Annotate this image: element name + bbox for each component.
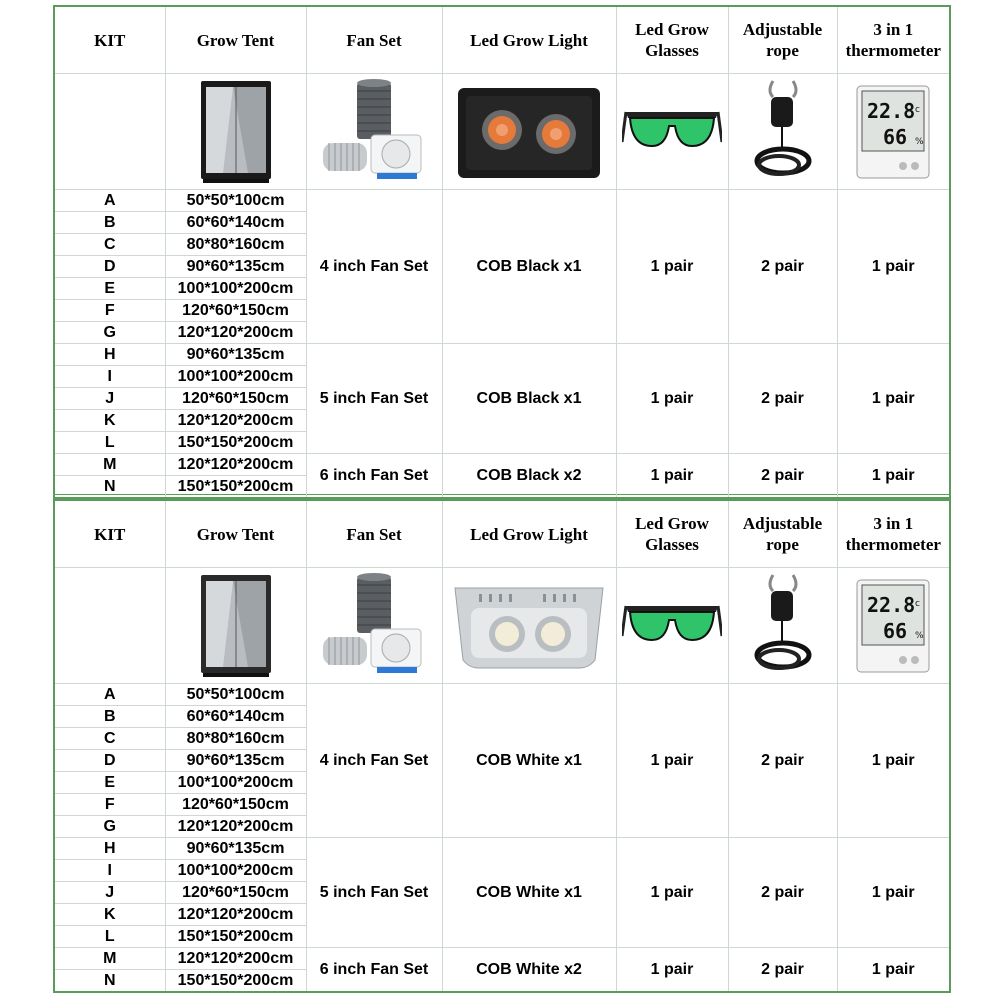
kit-letter: M bbox=[54, 454, 165, 476]
kit-letter: H bbox=[54, 344, 165, 366]
kit-letter: A bbox=[54, 190, 165, 212]
kit-letter: F bbox=[54, 300, 165, 322]
header-fan-set: Fan Set bbox=[306, 500, 442, 568]
fan-set-cell: 5 inch Fan Set bbox=[306, 838, 442, 948]
header-grow-tent: Grow Tent bbox=[165, 500, 306, 568]
fan-set-cell: 6 inch Fan Set bbox=[306, 948, 442, 993]
tent-size: 80*80*160cm bbox=[165, 234, 306, 256]
kit-letter: E bbox=[54, 772, 165, 794]
empty-cell bbox=[54, 568, 165, 684]
kit-letter: E bbox=[54, 278, 165, 300]
kit-letter: N bbox=[54, 970, 165, 993]
kit-letter: J bbox=[54, 882, 165, 904]
image-row bbox=[54, 568, 950, 684]
empty-cell bbox=[54, 74, 165, 190]
glasses-cell: 1 pair bbox=[616, 948, 728, 993]
light-cell: COB Black x1 bbox=[442, 344, 616, 454]
kit-letter: D bbox=[54, 750, 165, 772]
kit-letter: L bbox=[54, 926, 165, 948]
thermometer-cell: 1 pair bbox=[837, 454, 950, 499]
svg-text:%: % bbox=[915, 630, 924, 641]
header-led-grow-glasses: Led Grow Glasses bbox=[616, 6, 728, 74]
header-fan-set: Fan Set bbox=[306, 6, 442, 74]
kit-letter: I bbox=[54, 860, 165, 882]
table-row bbox=[54, 454, 950, 476]
tent-size: 60*60*140cm bbox=[165, 212, 306, 234]
grow-tent-image bbox=[165, 74, 306, 190]
fan-set-cell: 4 inch Fan Set bbox=[306, 190, 442, 344]
kit-letter: C bbox=[54, 234, 165, 256]
glasses-cell: 1 pair bbox=[616, 838, 728, 948]
table-row bbox=[54, 838, 950, 860]
thermometer-cell: 1 pair bbox=[837, 684, 950, 838]
led-grow-light-image bbox=[442, 74, 616, 190]
kit-letter: H bbox=[54, 838, 165, 860]
kit-letter: A bbox=[54, 684, 165, 706]
tent-size: 90*60*135cm bbox=[165, 256, 306, 278]
tent-size: 50*50*100cm bbox=[165, 684, 306, 706]
tent-size: 120*120*200cm bbox=[165, 410, 306, 432]
table-row bbox=[54, 344, 950, 366]
header-thermometer: 3 in 1 thermometer bbox=[837, 500, 950, 568]
tent-size: 80*80*160cm bbox=[165, 728, 306, 750]
light-cell: COB Black x2 bbox=[442, 454, 616, 499]
tent-size: 50*50*100cm bbox=[165, 190, 306, 212]
rope-cell: 2 pair bbox=[728, 344, 837, 454]
rope-image bbox=[728, 568, 837, 684]
fan-set-image bbox=[306, 568, 442, 684]
kit-letter: G bbox=[54, 816, 165, 838]
table-row bbox=[54, 684, 950, 706]
fan-set-cell: 4 inch Fan Set bbox=[306, 684, 442, 838]
svg-text:22.8: 22.8 bbox=[867, 592, 916, 617]
header-grow-tent: Grow Tent bbox=[165, 6, 306, 74]
kit-letter: D bbox=[54, 256, 165, 278]
tent-size: 100*100*200cm bbox=[165, 278, 306, 300]
rope-cell: 2 pair bbox=[728, 948, 837, 993]
kit-letter: I bbox=[54, 366, 165, 388]
light-cell: COB Black x1 bbox=[442, 190, 616, 344]
svg-text:66: 66 bbox=[883, 124, 908, 149]
kit-letter: K bbox=[54, 904, 165, 926]
tent-size: 120*120*200cm bbox=[165, 948, 306, 970]
rope-cell: 2 pair bbox=[728, 190, 837, 344]
fan-set-cell: 5 inch Fan Set bbox=[306, 344, 442, 454]
light-cell: COB White x1 bbox=[442, 838, 616, 948]
header-adjustable-rope: Adjustable rope bbox=[728, 6, 837, 74]
tent-size: 120*120*200cm bbox=[165, 454, 306, 476]
kit-letter: C bbox=[54, 728, 165, 750]
rope-cell: 2 pair bbox=[728, 454, 837, 499]
svg-text:%: % bbox=[915, 136, 924, 147]
svg-text:66: 66 bbox=[883, 618, 908, 643]
glasses-cell: 1 pair bbox=[616, 684, 728, 838]
thermometer-cell: 1 pair bbox=[837, 838, 950, 948]
kit-table bbox=[53, 5, 951, 499]
thermometer-cell: 1 pair bbox=[837, 344, 950, 454]
tent-size: 150*150*200cm bbox=[165, 970, 306, 993]
tent-size: 150*150*200cm bbox=[165, 926, 306, 948]
tent-size: 120*120*200cm bbox=[165, 904, 306, 926]
svg-text:22.8: 22.8 bbox=[867, 98, 916, 123]
header-kit: KIT bbox=[54, 500, 165, 568]
glasses-image bbox=[616, 568, 728, 684]
tent-size: 60*60*140cm bbox=[165, 706, 306, 728]
kit-letter: K bbox=[54, 410, 165, 432]
glasses-cell: 1 pair bbox=[616, 190, 728, 344]
table-row bbox=[54, 948, 950, 970]
table-row bbox=[54, 190, 950, 212]
tent-size: 120*120*200cm bbox=[165, 322, 306, 344]
kit-letter: L bbox=[54, 432, 165, 454]
tent-size: 120*120*200cm bbox=[165, 816, 306, 838]
rope-cell: 2 pair bbox=[728, 684, 837, 838]
kit-letter: B bbox=[54, 212, 165, 234]
tent-size: 150*150*200cm bbox=[165, 432, 306, 454]
light-cell: COB White x2 bbox=[442, 948, 616, 993]
tent-size: 90*60*135cm bbox=[165, 750, 306, 772]
tent-size: 90*60*135cm bbox=[165, 344, 306, 366]
thermometer-cell: 1 pair bbox=[837, 190, 950, 344]
tent-size: 120*60*150cm bbox=[165, 300, 306, 322]
tent-size: 150*150*200cm bbox=[165, 476, 306, 499]
kit-letter: G bbox=[54, 322, 165, 344]
header-row bbox=[54, 500, 950, 568]
tent-size: 120*60*150cm bbox=[165, 794, 306, 816]
header-thermometer: 3 in 1 thermometer bbox=[837, 6, 950, 74]
tent-size: 120*60*150cm bbox=[165, 388, 306, 410]
rope-cell: 2 pair bbox=[728, 838, 837, 948]
led-grow-light-image bbox=[442, 568, 616, 684]
header-led-grow-light: Led Grow Light bbox=[442, 500, 616, 568]
tent-size: 100*100*200cm bbox=[165, 366, 306, 388]
kit-letter: M bbox=[54, 948, 165, 970]
kit-table bbox=[53, 499, 951, 993]
grow-tent-image bbox=[165, 568, 306, 684]
tent-size: 120*60*150cm bbox=[165, 882, 306, 904]
kit-letter: J bbox=[54, 388, 165, 410]
fan-set-cell: 6 inch Fan Set bbox=[306, 454, 442, 499]
image-row bbox=[54, 74, 950, 190]
kit-letter: B bbox=[54, 706, 165, 728]
header-row bbox=[54, 6, 950, 74]
light-cell: COB White x1 bbox=[442, 684, 616, 838]
svg-text:c: c bbox=[915, 104, 921, 115]
tent-size: 100*100*200cm bbox=[165, 860, 306, 882]
glasses-cell: 1 pair bbox=[616, 344, 728, 454]
glasses-cell: 1 pair bbox=[616, 454, 728, 499]
thermometer-image bbox=[837, 568, 950, 684]
thermometer-cell: 1 pair bbox=[837, 948, 950, 993]
rope-image bbox=[728, 74, 837, 190]
glasses-image bbox=[616, 74, 728, 190]
header-led-grow-light: Led Grow Light bbox=[442, 6, 616, 74]
kit-letter: F bbox=[54, 794, 165, 816]
header-adjustable-rope: Adjustable rope bbox=[728, 500, 837, 568]
kit-letter: N bbox=[54, 476, 165, 499]
tent-size: 90*60*135cm bbox=[165, 838, 306, 860]
header-led-grow-glasses: Led Grow Glasses bbox=[616, 500, 728, 568]
header-kit: KIT bbox=[54, 6, 165, 74]
tent-size: 100*100*200cm bbox=[165, 772, 306, 794]
svg-text:c: c bbox=[915, 598, 921, 609]
thermometer-image bbox=[837, 74, 950, 190]
fan-set-image bbox=[306, 74, 442, 190]
